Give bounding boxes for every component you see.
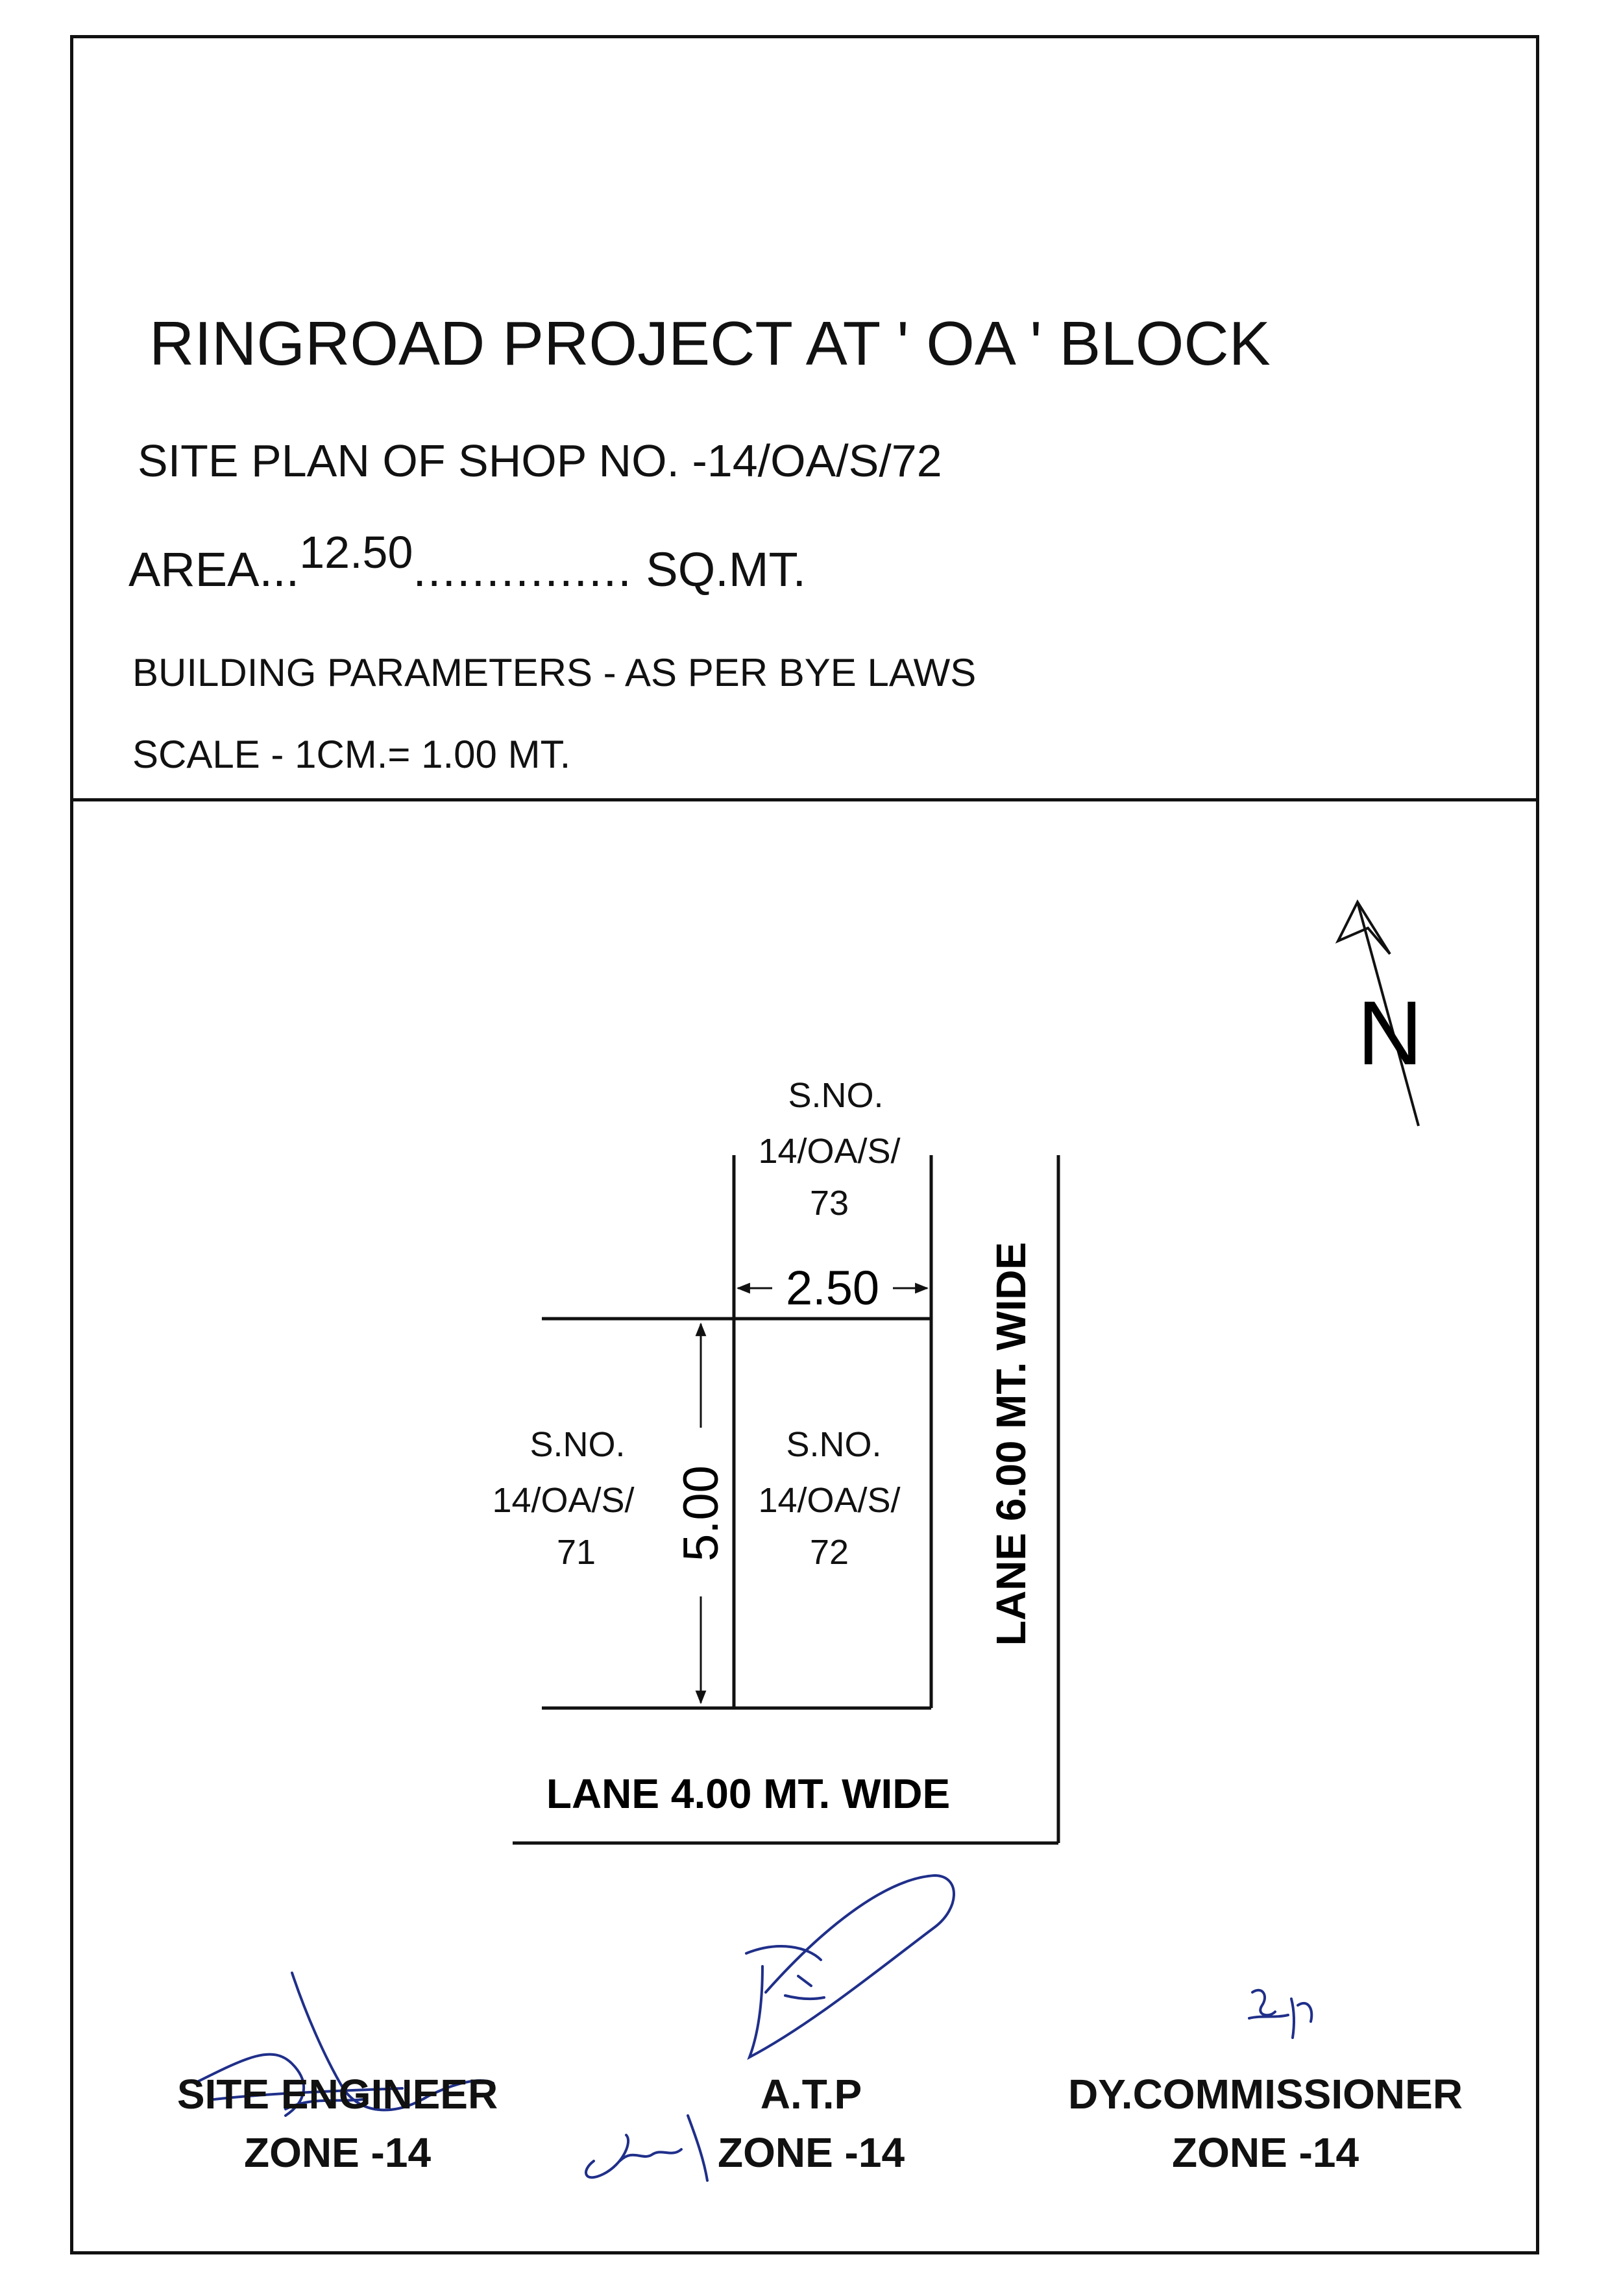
lane-right-label: LANE 6.00 MT. WIDE	[988, 1241, 1034, 1646]
north-label: N	[1357, 982, 1423, 1084]
area-dots: ...............	[413, 543, 633, 596]
dy-commissioner-zone: ZONE -14	[1171, 2129, 1359, 2176]
area-unit: SQ.MT.	[646, 543, 807, 596]
plot-73-line1: S.NO.	[788, 1076, 884, 1115]
dy-commissioner-role: DY.COMMISSIONER	[1067, 2071, 1463, 2118]
area-value: 12.50	[299, 527, 413, 578]
document-subtitle: SITE PLAN OF SHOP NO. -14/OA/S/72	[138, 435, 942, 486]
site-engineer-role: SITE ENGINEER	[177, 2071, 498, 2118]
atp-zone: ZONE -14	[717, 2129, 905, 2176]
building-parameters: BUILDING PARAMETERS - AS PER BYE LAWS	[132, 651, 977, 694]
document-title: RINGROAD PROJECT AT ' OA ' BLOCK	[149, 309, 1271, 378]
signature-atp-initials	[586, 2116, 707, 2180]
width-dim-label: 2.50	[785, 1261, 880, 1315]
plot-73-line3: 73	[809, 1184, 849, 1223]
plot-72-line3: 72	[809, 1533, 849, 1572]
depth-dim-label: 5.00	[674, 1465, 729, 1561]
plot-71-line1: S.NO.	[530, 1425, 626, 1464]
plot-71-line3: 71	[556, 1533, 596, 1572]
signature-atp	[746, 1875, 954, 2057]
site-engineer-zone: ZONE -14	[243, 2129, 432, 2176]
lane-bottom-label: LANE 4.00 MT. WIDE	[546, 1770, 951, 1817]
plot-71-line2: 14/OA/S/	[492, 1481, 635, 1520]
scale-note: SCALE - 1CM.= 1.00 MT.	[132, 733, 571, 776]
plot-73-line2: 14/OA/S/	[758, 1132, 901, 1171]
plot-72-line2: 14/OA/S/	[758, 1481, 901, 1520]
signature-dy-commissioner	[1249, 1990, 1311, 2038]
plot-72-line1: S.NO.	[786, 1425, 882, 1464]
area-prefix: AREA...	[128, 543, 300, 596]
atp-role: A.T.P	[760, 2071, 862, 2118]
